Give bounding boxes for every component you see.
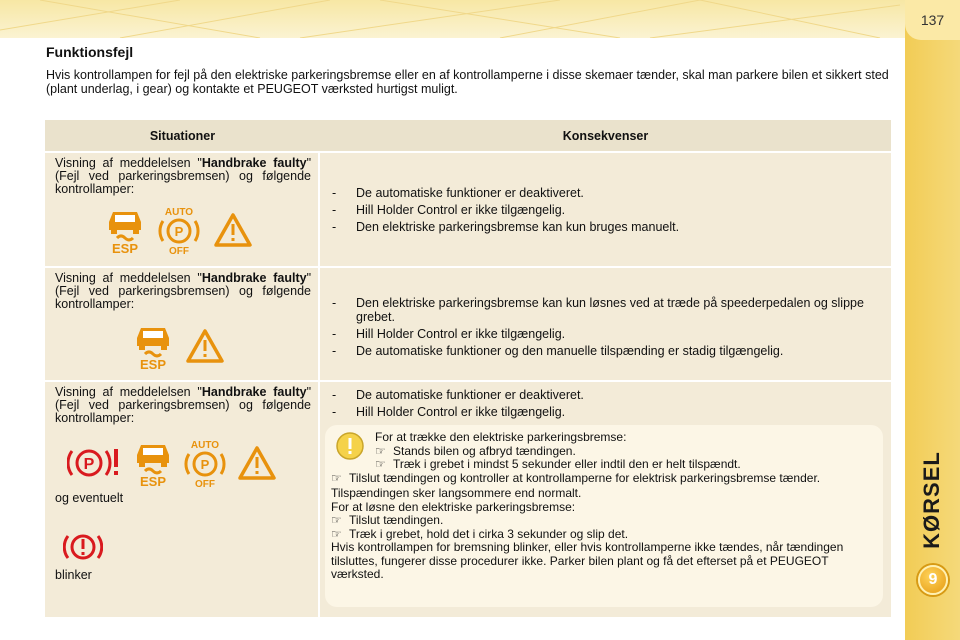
note-closing: Hvis kontrollampen for bremsning blinker, eller hvis kontrollamperne ikke tændes, når tændingen tilsluttes, fungerer disse procedurer ikke. Parker bilen plant og få det efterset på et PEUGEOT værksted. xyxy=(331,540,844,581)
alert-circle-icon xyxy=(335,431,365,461)
hand-icon: ☞ xyxy=(375,457,386,471)
esp-icon xyxy=(105,206,145,254)
table-row xyxy=(45,268,891,380)
header-consequence: Konsekvenser xyxy=(562,128,649,143)
parking-brake-icon xyxy=(67,443,123,483)
section-intro: Hvis kontrollampen for fejl på den elektriske parkeringsbremse eller en af kontrollamperne i disse skemaer tænder, skal man parkere bilen et sikkert sted (plant underlag, i gear) og kontakte et PEUGEOT værksted hurtigst muligt. xyxy=(46,68,889,96)
svg-text:AUTO: AUTO xyxy=(190,440,220,451)
situation-text: Visning af meddelelsen "Handbrake faulty" (Fejl ved parkeringsbremsen) og følgende kontrollamper: xyxy=(55,271,311,311)
optional-text: og eventuelt xyxy=(55,491,124,505)
top-decorative-band xyxy=(0,0,905,38)
note-line: Tilspændingen sker langsommere end normalt. xyxy=(331,486,582,500)
hand-icon: ☞ xyxy=(331,470,342,485)
consequence-item: - Hill Holder Control er ikke tilgængelig. xyxy=(330,203,881,217)
warning-lamps xyxy=(105,205,253,255)
consequence-cell xyxy=(320,153,891,266)
consequence-cell xyxy=(320,268,891,380)
decorative-lines xyxy=(0,0,905,38)
hand-icon: ☞ xyxy=(375,443,386,458)
brake-icon xyxy=(63,530,103,564)
table-row xyxy=(45,153,891,266)
note-line: For at løsne den elektriske parkeringsbremse: xyxy=(331,499,576,514)
note-step: ☞ Tilslut tændingen og kontroller at kontrollamperne for elektrisk parkeringsbremse tænder. xyxy=(331,470,821,485)
svg-text:AUTO: AUTO xyxy=(164,207,194,218)
svg-text:ESP: ESP xyxy=(111,241,139,254)
blink-text: blinker xyxy=(55,568,92,582)
hand-icon: ☞ xyxy=(331,526,342,541)
consequence-item: - De automatiske funktioner og den manuelle tilspænding er stadig tilgængelig. xyxy=(330,344,881,358)
svg-text:ESP: ESP xyxy=(139,357,167,370)
note-step: ☞ Træk i grebet, hold det i cirka 3 sekunder og slip det. xyxy=(331,526,629,541)
page-number: 137 xyxy=(905,0,960,40)
svg-text:P: P xyxy=(174,224,184,239)
consequence-item: - Den elektriske parkeringsbremse kan kun bruges manuelt. xyxy=(330,220,881,234)
header-situation: Situationer xyxy=(149,128,216,143)
procedure-note xyxy=(325,425,883,607)
consequence-item: - Hill Holder Control er ikke tilgængelig. xyxy=(330,405,881,419)
svg-text:P: P xyxy=(83,456,95,473)
section-title: Funktionsfejl xyxy=(46,44,134,60)
note-step: ☞ Tilslut tændingen. xyxy=(331,513,444,527)
situation-cell xyxy=(45,268,320,380)
situation-text: Visning af meddelelsen "Handbrake faulty" (Fejl ved parkeringsbremsen) og følgende kontrollamper: xyxy=(55,385,311,425)
warning-lamps xyxy=(67,438,277,488)
warning-triangle-icon xyxy=(237,445,277,481)
situation-cell xyxy=(45,153,320,266)
auto-off-icon xyxy=(157,205,201,255)
consequence-item: - Hill Holder Control er ikke tilgængelig. xyxy=(330,327,881,341)
table-header xyxy=(45,120,891,151)
hand-icon: ☞ xyxy=(331,513,342,527)
consequence-item: - Den elektriske parkeringsbremse kan kun løsnes ved at træde på speederpedalen og slippe grebet. xyxy=(330,296,881,324)
situation-cell xyxy=(45,382,320,617)
note-step: ☞ Stands bilen og afbryd tændingen. xyxy=(375,443,576,458)
svg-text:ESP: ESP xyxy=(139,474,167,487)
auto-off-icon xyxy=(183,438,227,488)
note-heading: For at trække den elektriske parkeringsbremse: xyxy=(375,430,627,444)
consequence-list xyxy=(330,186,881,234)
situation-text: Visning af meddelelsen "Handbrake faulty" (Fejl ved parkeringsbremsen) og følgende kontrollamper: xyxy=(55,156,311,196)
warning-triangle-icon xyxy=(213,212,253,248)
consequence-list xyxy=(330,388,881,419)
svg-text:OFF: OFF xyxy=(169,246,189,255)
chapter-number-badge: 9 xyxy=(918,565,948,595)
svg-text:OFF: OFF xyxy=(195,479,215,488)
esp-icon xyxy=(133,439,173,487)
consequence-item: - De automatiske funktioner er deaktiveret. xyxy=(330,388,881,402)
consequence-item: - De automatiske funktioner er deaktiveret. xyxy=(330,186,881,200)
note-step: ☞ Træk i grebet i mindst 5 sekunder eller indtil den er helt tilspændt. xyxy=(375,457,741,471)
warning-lamps xyxy=(133,322,225,370)
warning-triangle-icon xyxy=(185,328,225,364)
svg-text:P: P xyxy=(200,457,210,472)
consequence-list xyxy=(330,296,881,358)
esp-icon xyxy=(133,322,173,370)
chapter-label: KØRSEL xyxy=(919,451,944,549)
